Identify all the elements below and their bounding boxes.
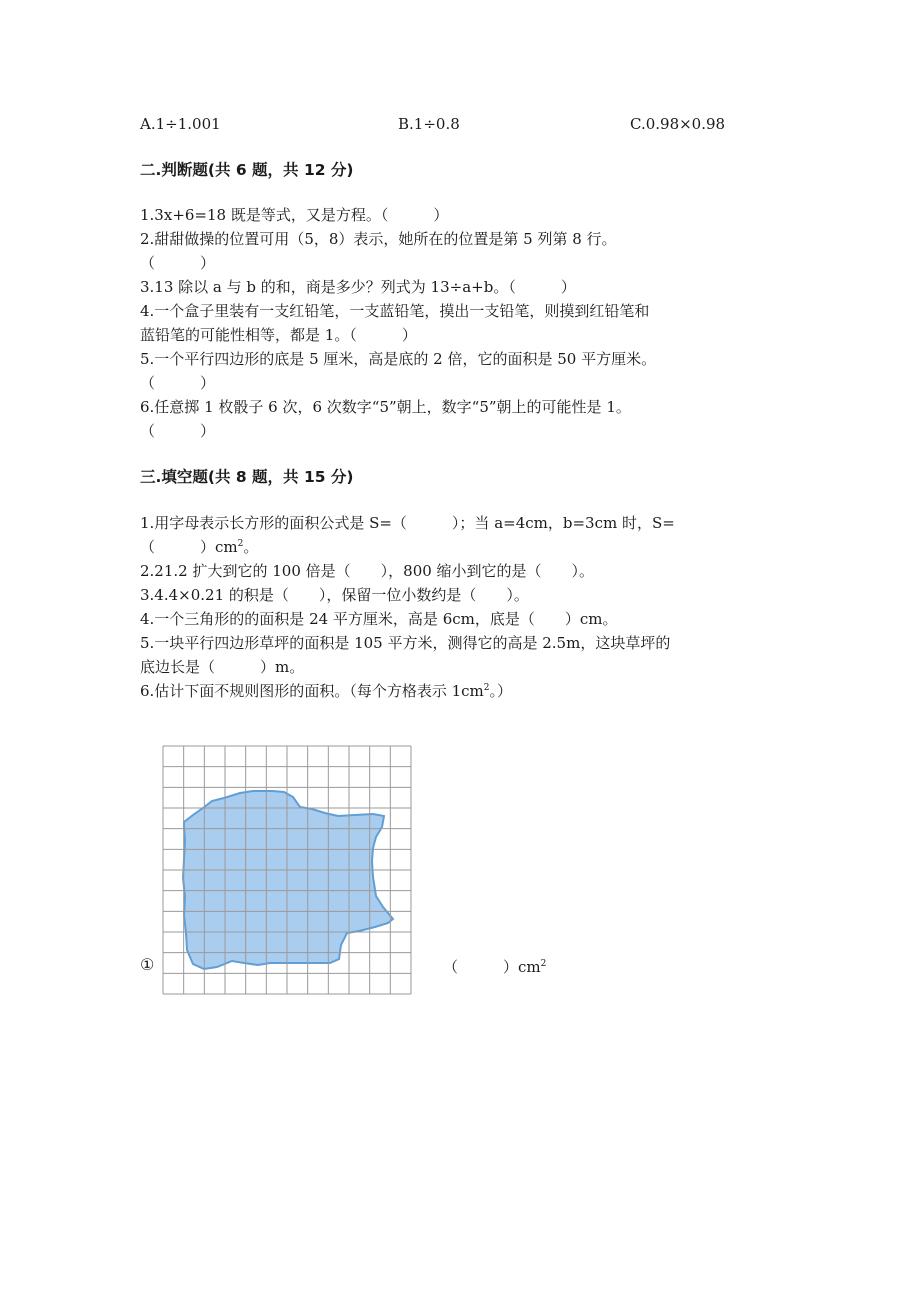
fill-q1-line1: 1.用字母表示长方形的面积公式是 S=（ ）；当 a=4cm，b=3cm 时，S= xyxy=(140,514,675,532)
judge-q1: 1.3x+6=18 既是等式，又是方程。（ ） xyxy=(140,206,449,224)
judge-q4-line1: 4.一个盒子里装有一支红铅笔，一支蓝铅笔，摸出一支铅笔，则摸到红铅笔和 xyxy=(140,302,650,320)
fill-q6 xyxy=(140,679,512,703)
figure-answer xyxy=(443,955,546,979)
fill-q6-sup: 2 xyxy=(483,683,490,693)
fill-q5-line2: 底边长是（ ）m。 xyxy=(140,658,305,676)
fill-q1-end: 。 xyxy=(243,538,259,556)
figure-marker: ① xyxy=(140,955,155,974)
judge-q5-line2: （ ） xyxy=(140,374,216,392)
judge-q6-line1: 6.任意掷 1 枚骰子 6 次，6 次数字“5”朝上，数字“5”朝上的可能性是 1。 xyxy=(140,398,631,416)
fill-q6-end: 。） xyxy=(489,682,512,700)
irregular-shape xyxy=(183,791,393,969)
fill-q5-line1: 5.一块平行四边形草坪的面积是 105 平方米，测得它的高是 2.5m，这块草坪的 xyxy=(140,634,671,652)
fill-q6-text: 6.估计下面不规则图形的面积。（每个方格表示 1cm xyxy=(140,682,484,700)
fill-q1-line2-text: （ ）cm xyxy=(140,538,238,556)
fill-q1-sup: 2 xyxy=(237,539,244,549)
judge-q3: 3.13 除以 a 与 b 的和，商是多少？列式为 13÷a+b。（ ） xyxy=(140,278,576,296)
fill-q3: 3.4.4×0.21 的积是（ ），保留一位小数约是（ ）。 xyxy=(140,586,529,604)
fill-q4: 4.一个三角形的的面积是 24 平方厘米，高是 6cm，底是（ ）cm。 xyxy=(140,610,618,628)
judge-q6-line2: （ ） xyxy=(140,422,216,440)
figure-answer-sup: 2 xyxy=(540,959,547,969)
section3-title: 三.填空题(共 8 题，共 15 分) xyxy=(140,468,354,486)
judge-q4-line2: 蓝铅笔的可能性相等，都是 1。（ ） xyxy=(140,326,417,344)
figure-answer-text: （ ）cm xyxy=(443,958,541,976)
fill-q1-line2 xyxy=(140,535,258,559)
section2-title: 二.判断题(共 6 题，共 12 分) xyxy=(140,161,354,179)
judge-q2-line1: 2.甜甜做操的位置可用（5，8）表示，她所在的位置是第 5 列第 8 行。 xyxy=(140,230,617,248)
irregular-shape-grid-figure xyxy=(162,745,412,995)
judge-q5-line1: 5.一个平行四边形的底是 5 厘米，高是底的 2 倍，它的面积是 50 平方厘米。 xyxy=(140,350,657,368)
option-c: C.0.98×0.98 xyxy=(630,115,726,133)
option-b: B.1÷0.8 xyxy=(398,115,460,133)
fill-q2: 2.21.2 扩大到它的 100 倍是（ ），800 缩小到它的是（ ）。 xyxy=(140,562,595,580)
option-a: A.1÷1.001 xyxy=(140,115,221,133)
judge-q2-line2: （ ） xyxy=(140,254,216,272)
